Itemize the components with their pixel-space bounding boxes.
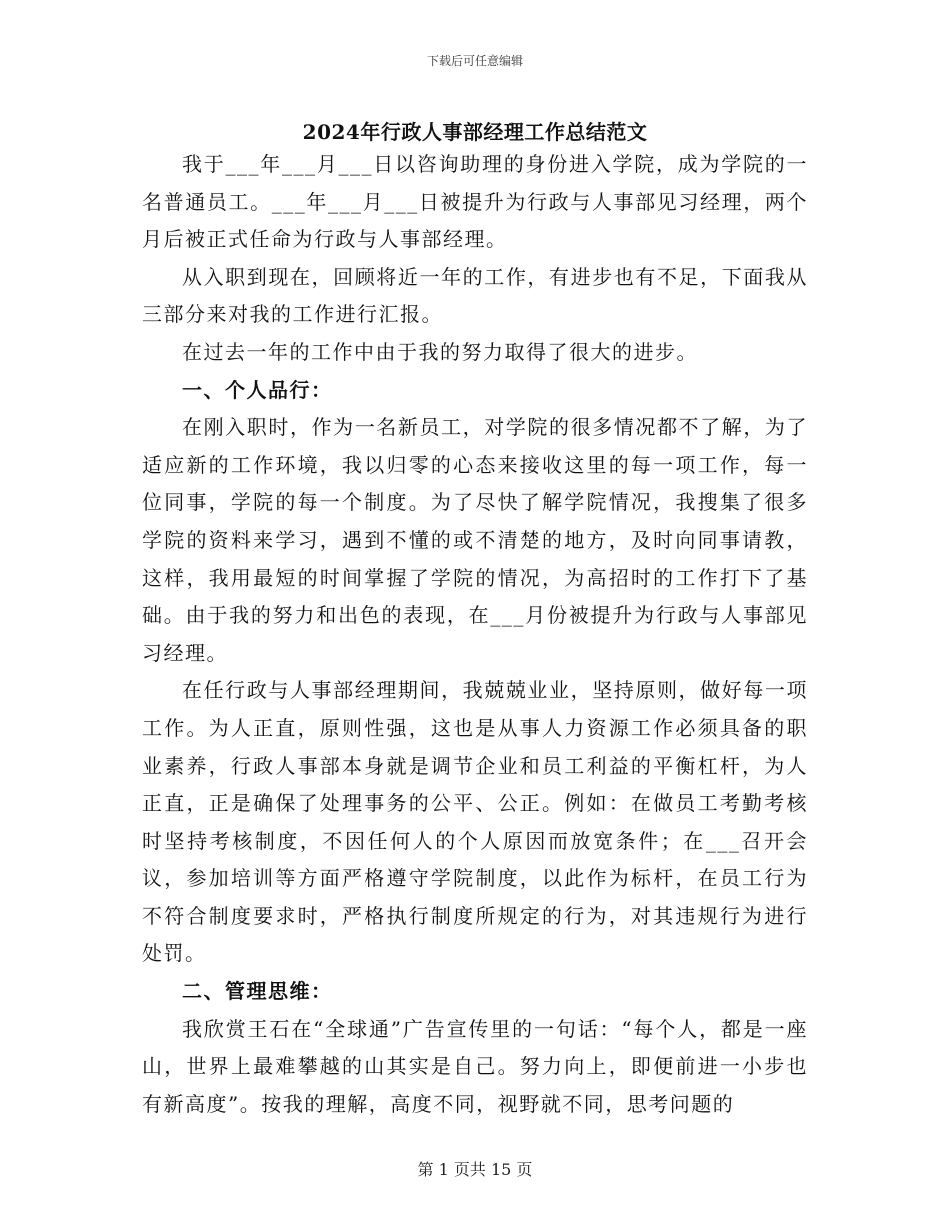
document-body xyxy=(142,146,808,1123)
paragraph: 从入职到现在，回顾将近一年的工作，有进步也有不足，下面我从三部分来对我的工作进行汇报。 xyxy=(142,264,808,327)
paragraph: 在过去一年的工作中由于我的努力取得了很大的进步。 xyxy=(182,339,698,364)
page-header: 下载后可任意编辑 xyxy=(426,54,523,68)
page-footer: 第 1 页共 15 页 xyxy=(417,1160,533,1179)
paragraph: 在任行政与人事部经理期间，我兢兢业业，坚持原则，做好每一项工作。为人正直，原则性强，这也是从事人力资源工作必须具备的职业素养，行政人事部本身就是调节企业和员工利益的平衡杠杆，为人正直，正是确保了处理事务的公平、公正。例如：在做员工考勤考核时坚持考核制度，不因任何人的个人原因而放宽条件；在___召开会议，参加培训等方面严格遵守学院制度，以此作为标杆，在员工行为不符合制度要求时，严格执行制度所规定的行为，对其违规行为进行处罚。 xyxy=(142,678,808,966)
section-heading-personal-conduct: 一、个人品行： xyxy=(182,377,333,402)
paragraph: 我于___年___月___日以咨询助理的身份进入学院，成为学院的一名普通员工。___年___月___日被提升为行政与人事部见习经理，两个月后被正式任命为行政与人事部经理。 xyxy=(142,152,808,252)
document-title: 2024年行政人事部经理工作总结范文 xyxy=(302,120,648,144)
section-heading-management-thinking: 二、管理思维： xyxy=(182,979,333,1004)
paragraph: 在刚入职时，作为一名新员工，对学院的很多情况都不了解，为了适应新的工作环境，我以归零的心态来接收这里的每一项工作，每一位同事，学院的每一个制度。为了尽快了解学院情况，我搜集了很多学院的资料来学习，遇到不懂的或不清楚的地方，及时向同事请教，这样，我用最短的时间掌握了学院的情况，为高招时的工作打下了基础。由于我的努力和出色的表现，在___月份被提升为行政与人事部见习经理。 xyxy=(142,415,808,665)
paragraph: 我欣赏王石在“全球通”广告宣传里的一句话：“每个人，都是一座山，世界上最难攀越的山其实是自己。努力向上，即便前进一小步也有新高度”。按我的理解，高度不同，视野就不同，思考问题的 xyxy=(142,1016,808,1116)
